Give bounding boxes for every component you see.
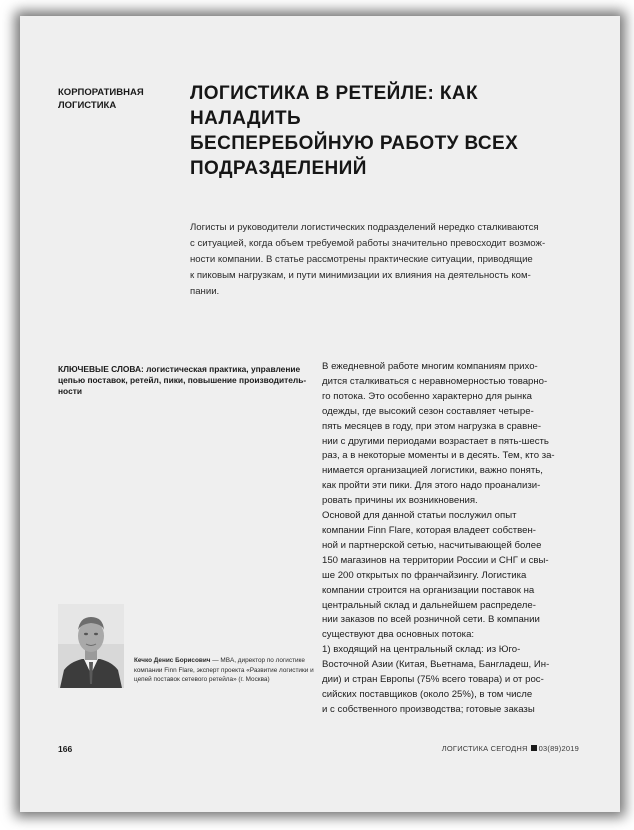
article-title: ЛОГИСТИКА В РЕТЕЙЛЕ: КАК НАЛАДИТЬ БЕСПЕРЕБОЙНУЮ РАБОТУ ВСЕХ ПОДРАЗДЕЛЕНИЙ [190,83,519,179]
author-portrait-image [58,604,124,688]
keywords-label: КЛЮЧЕВЫЕ СЛОВА: [58,364,144,374]
author-photo [58,604,124,688]
author-description: — MBA, директор по логистике компании Finn Flare, эксперт проекта «Развитие логистики и цепей поставок сетевого ретейла» (г. Москва) [134,657,314,683]
page-number: 166 [58,744,73,754]
square-separator-icon [531,745,537,751]
author-bio [134,656,324,685]
journal-footer [442,744,579,753]
article-body: В ежедневной работе многим компаниям прихо- дится сталкиваться с неравномерностью товарно- го потока. Это особенно характерно для рынка одежды, где высокий сезон составляет четыре- пять месяцев в году, при этом нагрузка в сравне- нии с другими периодами возрастает в пять-шесть раз, а в некоторые моменты и в десять. Тем, кто за- нимается организацией логистики, важно понять, как пройти эти пики. Для этого надо проанализи- ровать причины их возникновения. Основой для данной статьи послужил опыт компании Finn Flare, которая владеет собствен- ной и партнерской сетью, насчитывающей более 150 магазинов на территории России и СНГ и свы- ше 200 открытых по франчайзингу. Логистика компании строится на организации поставок на центральный склад и дальнейшем распределе- нии заказов по всей розничной сети. В компании существуют два основных потока: 1) входящий на центральный склад: из Юго- Восточной Азии (Китая, Вьетнама, Бангладеш, Ин- дии) и стран Европы (75% всего товара) и от рос- сийских поставщиков (около 25%), в том числе и с собственного производства; готовые заказы [322,361,555,715]
keywords-text: логистическая практика, управление цепью поставок, ретейл, пики, повышение производитель-ности [58,364,307,396]
author-name: Кечко Денис Борисович [134,657,211,664]
keywords-block [58,364,318,397]
journal-issue: 03(89)2019 [538,744,579,753]
journal-name: ЛОГИСТИКА СЕГОДНЯ [441,744,528,753]
section-label: КОРПОРАТИВНАЯ ЛОГИСТИКА [58,87,144,111]
article-lead: Логисты и руководители логистических подразделений нередко сталкиваются с ситуацией, когда объем требуемой работы значительно превосходит возмож- ности компании. В статье рассмотрены практические ситуации, приводящие к пиковым нагрузкам, и пути минимизации их влияния на деятельность ком- пании. [190,222,546,297]
